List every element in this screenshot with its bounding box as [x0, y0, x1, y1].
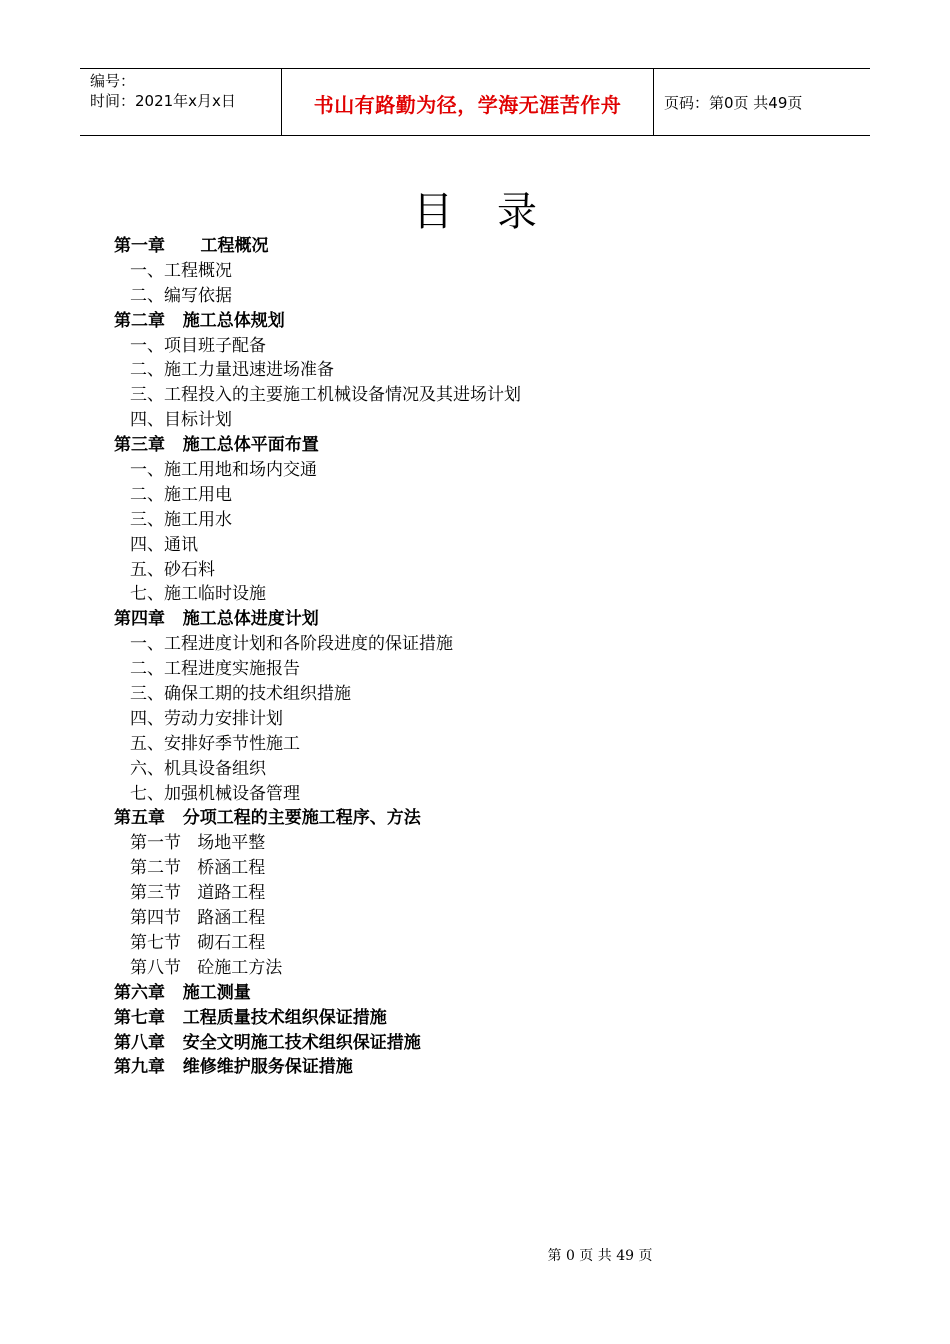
header-right-cell [654, 69, 870, 135]
header-table [80, 68, 870, 136]
toc-chapter: 第三章 施工总体平面布置 [114, 435, 319, 456]
page-title [0, 186, 950, 238]
toc-chapter: 第二章 施工总体规划 [114, 310, 285, 331]
header-motto-cell [282, 69, 654, 135]
header-page-label: 页码：第0页 共49页 [664, 93, 803, 112]
toc-section: 第三节 道路工程 [130, 883, 266, 904]
toc-chapter: 第五章 分项工程的主要施工程序、方法 [114, 808, 421, 829]
header-left-cell [80, 69, 282, 135]
toc-chapter: 第四章 施工总体进度计划 [114, 609, 319, 630]
toc-section: 第七节 砌石工程 [130, 932, 266, 953]
toc-section: 二、施工力量迅速进场准备 [130, 360, 334, 381]
document-number-label: 编号： [90, 72, 136, 90]
toc-section: 六、机具设备组织 [130, 758, 266, 779]
header-motto: 书山有路勤为径，学海无涯苦作舟 [313, 92, 622, 117]
footer-page-number: 第 0 页 共 49 页 [547, 1248, 653, 1264]
toc-section: 第一节 场地平整 [130, 833, 266, 854]
toc-section: 一、工程进度计划和各阶段进度的保证措施 [130, 634, 453, 655]
toc-section: 第八节 砼施工方法 [130, 957, 283, 978]
toc-section: 第四节 路涵工程 [130, 908, 266, 929]
toc-section: 二、施工用电 [130, 484, 232, 505]
toc-section: 一、施工用地和场内交通 [130, 460, 317, 481]
table-of-contents [114, 234, 521, 1080]
toc-chapter: 第六章 施工测量 [114, 982, 251, 1003]
toc-chapter: 第八章 安全文明施工技术组织保证措施 [114, 1032, 421, 1053]
toc-section: 五、安排好季节性施工 [130, 733, 300, 754]
toc-section: 五、砂石料 [130, 559, 215, 580]
toc-section: 二、编写依据 [130, 285, 232, 306]
toc-section: 七、加强机械设备管理 [130, 783, 300, 804]
toc-section: 三、确保工期的技术组织措施 [130, 684, 351, 705]
toc-section: 四、目标计划 [130, 410, 232, 431]
toc-section: 第二节 桥涵工程 [130, 858, 266, 879]
toc-section: 七、施工临时设施 [130, 584, 266, 605]
toc-chapter: 第七章 工程质量技术组织保证措施 [114, 1007, 387, 1028]
toc-section: 四、通讯 [130, 534, 198, 555]
toc-section: 一、项目班子配备 [130, 335, 266, 356]
toc-section: 三、工程投入的主要施工机械设备情况及其进场计划 [130, 385, 521, 406]
toc-chapter: 第一章 工程概况 [114, 236, 269, 256]
toc-section: 三、施工用水 [130, 509, 232, 530]
toc-chapter: 第九章 维修维护服务保证措施 [114, 1057, 353, 1078]
page-title-text: 目录 [413, 189, 581, 235]
document-date-label: 时间：2021年x月x日 [90, 92, 236, 110]
page-footer [0, 1245, 950, 1265]
toc-section: 四、劳动力安排计划 [130, 708, 283, 729]
toc-section: 二、工程进度实施报告 [130, 659, 300, 680]
toc-section: 一、工程概况 [130, 260, 232, 281]
